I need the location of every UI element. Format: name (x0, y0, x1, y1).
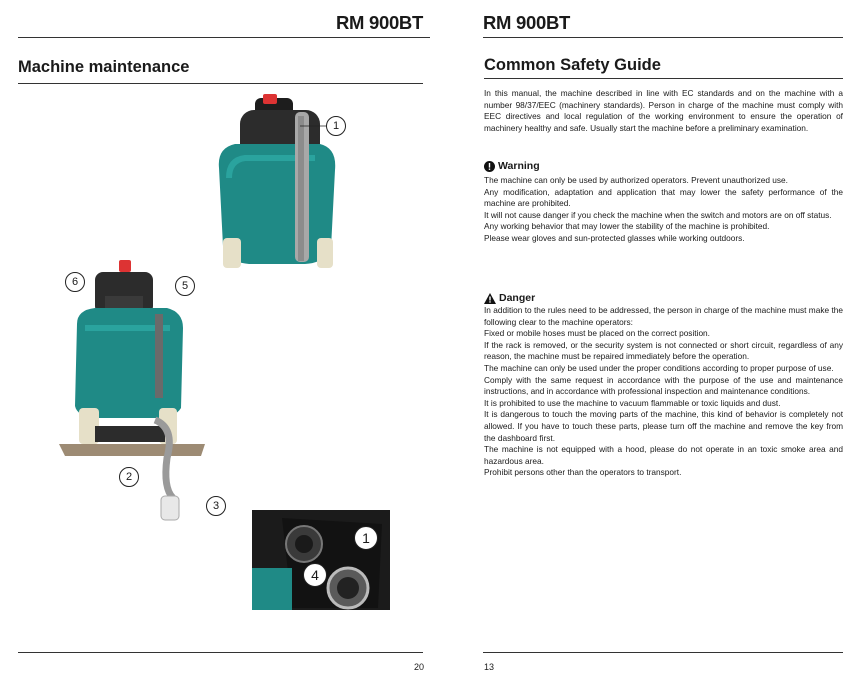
page-number: 13 (484, 662, 495, 672)
danger-title: Danger (499, 292, 536, 304)
drain-closeup-illustration (252, 510, 390, 610)
callout-4: 4 (303, 563, 327, 587)
warning-list (484, 175, 843, 245)
section-rule (484, 78, 843, 79)
callout-6: 6 (65, 272, 85, 292)
footer-rule (18, 652, 423, 653)
danger-heading (484, 292, 535, 304)
model-title: RM 900BT (483, 12, 571, 33)
danger-line: Comply with the same request in accordance with the purpose of the use and maintenance instructions, and in accordance with professional inspection and maintenance conditions. (484, 374, 843, 397)
model-title: RM 900BT (335, 12, 423, 33)
warning-icon (484, 161, 495, 172)
warning-line: It will not cause danger if you check the machine when the switch and motors are on off status. (484, 209, 832, 220)
danger-line: In addition to the rules need to be addressed, the person in charge of the machine must make the following clear to the machine operators: (484, 305, 843, 327)
warning-heading (484, 160, 540, 172)
danger-line: Fixed or mobile hoses must be placed on the correct position. (484, 328, 710, 339)
footer-rule (483, 652, 843, 653)
callout-5: 5 (175, 276, 195, 296)
danger-line: It is prohibited to use the machine to vacuum flammable or toxic liquids and dust. (484, 397, 781, 408)
callout-leader (300, 124, 328, 128)
danger-line: If the rack is removed, or the security system is not connected or short circuit, regardless of any reason, the machine must be repaired immediately before the operation. (484, 339, 843, 362)
warning-line: The machine can only be used by authorized operators. Prevent unauthorized use. (484, 175, 788, 185)
header-rule (18, 37, 430, 38)
callout-2: 2 (119, 467, 139, 487)
callout-1-closeup: 1 (354, 526, 378, 550)
danger-line: It is dangerous to touch the moving parts of the machine, this kind of behavior is completely not allowed. If you have to touch these parts, please turn off the machine and remove the key from the dashboard first. (484, 409, 843, 443)
warning-line: Any working behavior that may lower the stability of the machine is prohibited. (484, 221, 770, 232)
intro-paragraph: In this manual, the machine described in line with EC standards and on the machine with a number 98/37/EEC (machinery standards). Person in charge of the machine must comply with EEC directives and local regulation of the working environment to ensure the operation of machinery healthy and safe. Usually start the machine before a preliminary examination. (484, 88, 843, 133)
callout-3: 3 (206, 496, 226, 516)
danger-line: Prohibit persons other than the operators to transport. (484, 467, 682, 478)
page-number: 20 (413, 662, 424, 672)
danger-list (484, 305, 843, 479)
section-title: Common Safety Guide (484, 56, 661, 74)
danger-triangle-icon (484, 293, 496, 304)
danger-line: The machine is not equipped with a hood, please do not operate in an toxic smoke area and hazardous area. (484, 444, 843, 466)
warning-title: Warning (498, 160, 540, 172)
header-rule (483, 37, 843, 38)
callout-1: 1 (326, 116, 346, 136)
warning-line: Any modification, adaptation and application that may lower the safety performance of the machine are prohibited. (484, 186, 843, 209)
section-rule (18, 83, 423, 84)
danger-line: The machine can only be used under the proper conditions according to proper purpose of use. (484, 362, 834, 373)
warning-line: Please wear gloves and sun-protected glasses while working outdoors. (484, 232, 745, 243)
section-title: Machine maintenance (18, 58, 190, 76)
right-page (430, 0, 860, 688)
machine-front-illustration (55, 258, 215, 538)
